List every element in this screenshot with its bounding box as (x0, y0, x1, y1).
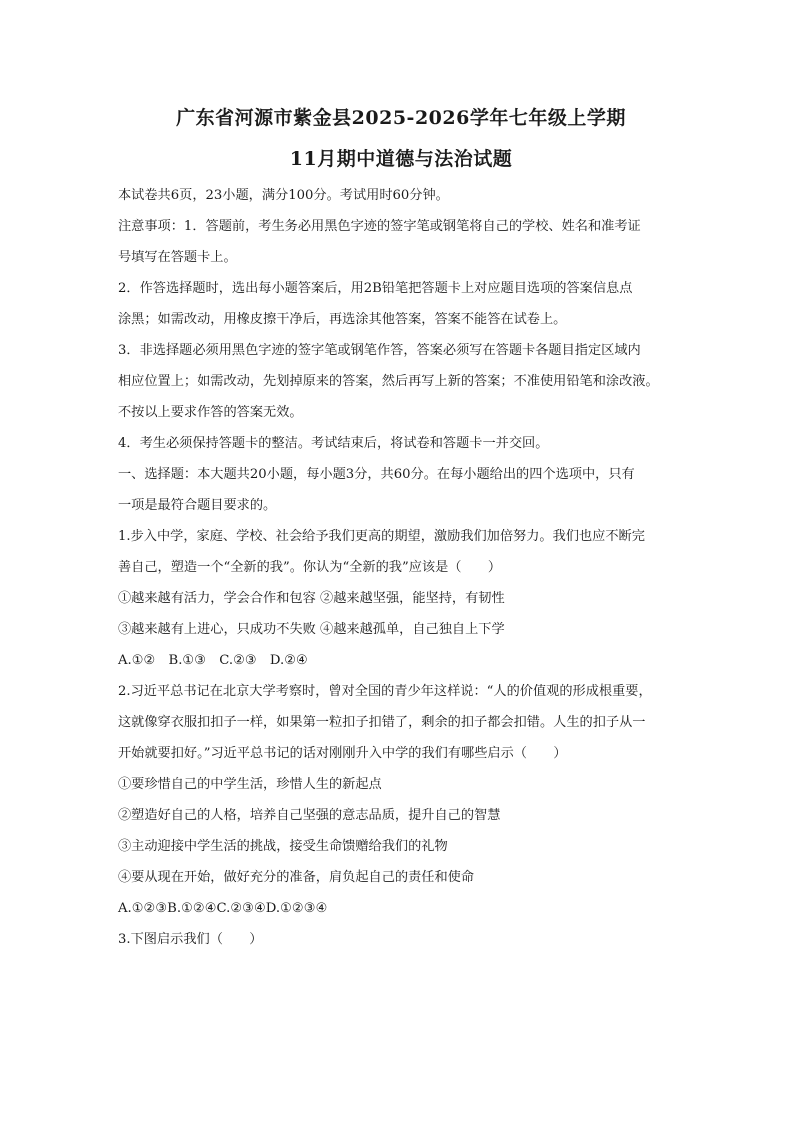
question-3 (118, 924, 684, 955)
question-2-answer-choices: A.①②③B.①②④C.②③④D.①②③④ (118, 901, 328, 916)
notice-4: 4．考生必须保持答题卡的整洁。考试结束后，将试卷和答题卡一并交回。 (118, 436, 549, 451)
question-1 (118, 521, 684, 676)
question-1-stem-b: 善自己，塑造一个“全新的我”。你认为“全新的我”应该是（ ） (118, 560, 502, 575)
question-2-option-2: ②塑造好自己的人格，培养自己坚强的意志品质，提升自己的智慧 (118, 808, 501, 823)
notice-2-line-a: 2．作答选择题时，选出每小题答案后，用2B铅笔把答题卡上对应题目选项的答案信息点 (118, 281, 633, 296)
notice-2-line-b: 涂黑；如需改动，用橡皮擦干净后，再选涂其他答案，答案不能答在试卷上。 (118, 312, 567, 327)
section-1-heading-a: 一、选择题：本大题共20小题，每小题3分，共60分。在每小题给出的四个选项中，只有 (118, 467, 635, 482)
question-1-options-line-1: ①越来越有活力，学会合作和包容 ②越来越坚强，能坚持，有韧性 (118, 591, 505, 606)
exam-intro: 本试卷共6页，23小题，满分100分。考试用时60分钟。 (118, 188, 449, 203)
question-2-option-4: ④要从现在开始，做好充分的准备，肩负起自己的责任和使命 (118, 870, 475, 885)
question-2-stem-b: 这就像穿衣服扣扣子一样，如果第一粒扣子扣错了，剩余的扣子都会扣错。人生的扣子从一 (118, 715, 646, 730)
question-2-stem-c: 开始就要扣好。”习近平总书记的话对刚刚升入中学的我们有哪些启示（ ） (118, 746, 567, 761)
notice-3-line-b: 相应位置上；如需改动，先划掉原来的答案，然后再写上新的答案；不准使用铅笔和涂改液。 (118, 374, 659, 389)
notice-3-line-a: 3．非选择题必须用黑色字迹的签字笔或钢笔作答，答案必须写在答题卡各题目指定区域内 (118, 343, 641, 358)
exam-title-line-1: 广东省河源市紫金县2025-2026学年七年级上学期 (176, 107, 626, 129)
question-1-options-line-2: ③越来越有上进心，只成功不失败 ④越来越孤单，自己独自上下学 (118, 622, 505, 637)
question-1-stem-a: 1.步入中学，家庭、学校、社会给予我们更高的期望，激励我们加倍努力。我们也应不断完 (118, 529, 645, 544)
question-1-answer-choices: A.①② B.①③ C.②③ D.②④ (118, 653, 308, 668)
question-2 (118, 676, 684, 924)
exam-title-line-2: 11月期中道德与法治试题 (289, 148, 513, 170)
notice-1-line-b: 号填写在答题卡上。 (118, 250, 237, 265)
question-2-option-3: ③主动迎接中学生活的挑战，接受生命馈赠给我们的礼物 (118, 839, 448, 854)
section-1-heading-b: 一项是最符合题目要求的。 (118, 498, 277, 513)
question-3-stem: 3.下图启示我们（ ） (118, 932, 263, 947)
notice-3-line-c: 不按以上要求作答的答案无效。 (118, 405, 303, 420)
question-2-option-1: ①要珍惜自己的中学生活，珍惜人生的新起点 (118, 777, 382, 792)
notice-1-line-a: 注意事项：1．答题前，考生务必用黑色字迹的签字笔或钢笔将自己的学校、姓名和准考证 (118, 219, 641, 234)
question-2-stem-a: 2.习近平总书记在北京大学考察时，曾对全国的青少年这样说：“人的价值观的形成根重要， (118, 684, 652, 699)
